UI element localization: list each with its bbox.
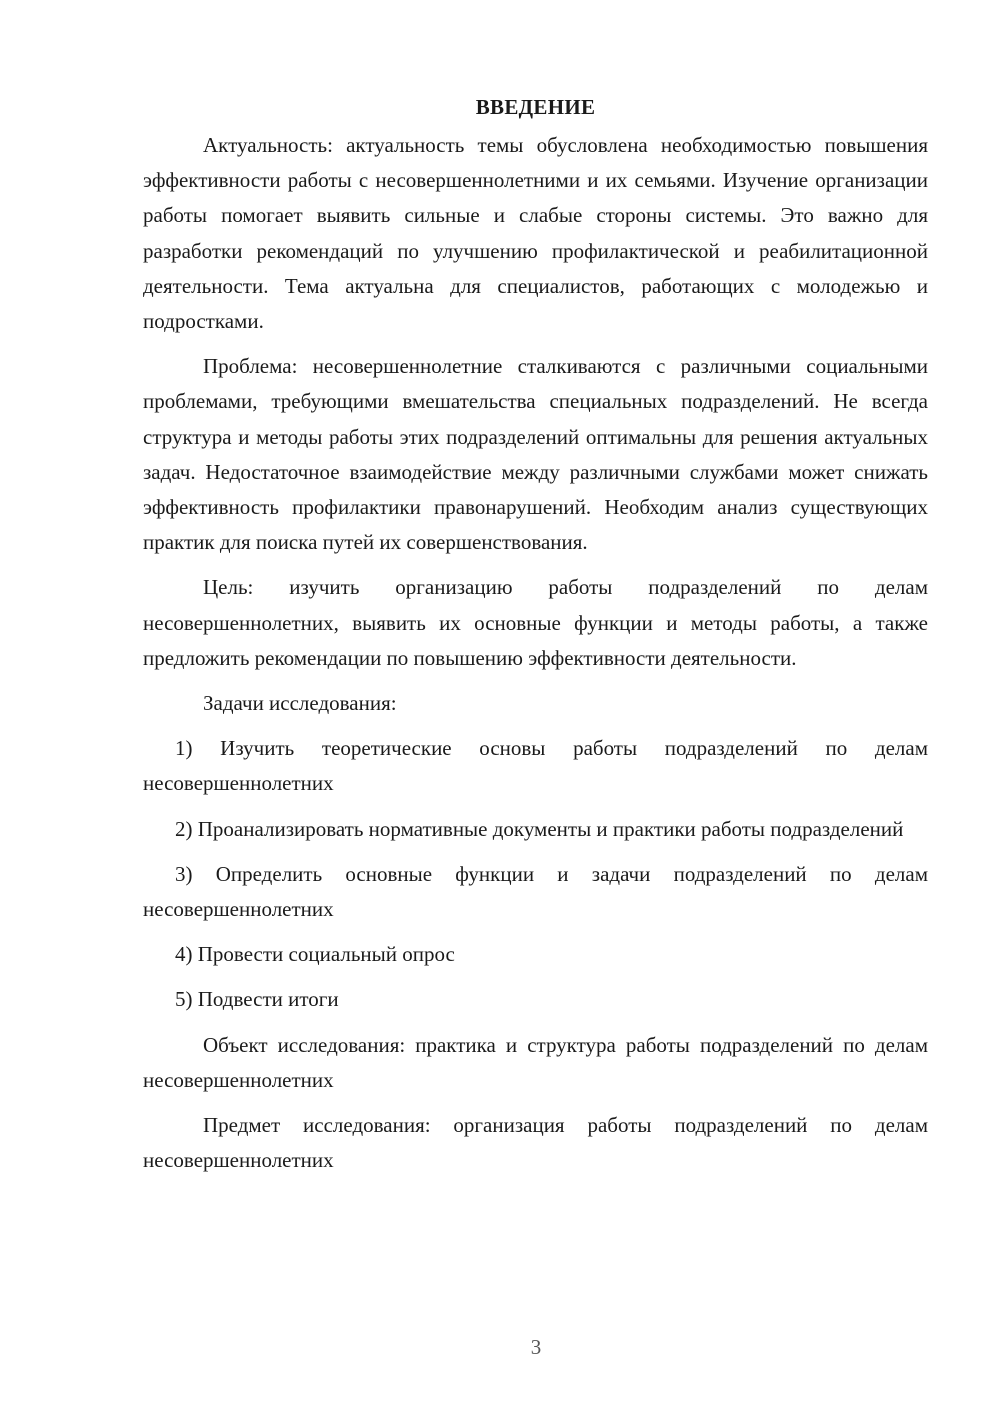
list-item: 2) Проанализировать нормативные документы и практики работы подразделений bbox=[175, 816, 904, 841]
list-item: 4) Провести социальный опрос bbox=[175, 942, 455, 967]
paragraph-problem: Проблема: несовершеннолетние сталкиваются с различными социальными проблемами, требующими вмешательства специальных подразделений. Не всегда структура и методы работы этих подразделений оптимальны для решения актуальных задач. Недостаточное взаимодействие между различными службами может снижать эффективность профилактики правонарушений. Необходим анализ существующих практик для поиска путей их совершенствования. bbox=[143, 354, 928, 555]
paragraph-goal: Цель: изучить организацию работы подразделений по делам несовершеннолетних, выявить их основные функции и методы работы, а также предложить рекомендации по повышению эффективности деятельности. bbox=[143, 575, 928, 670]
list-item: 5) Подвести итоги bbox=[175, 987, 339, 1012]
page-title: ВВЕДЕНИЕ bbox=[475, 95, 596, 119]
paragraph-relevance: Актуальность: актуальность темы обусловлена необходимостью повышения эффективности работы с несовершеннолетними и их семьями. Изучение организации работы помогает выявить сильные и слабые стороны системы. Это важно для разработки рекомендаций по улучшению профилактической и реабилитационной деятельности. Тема актуальна для специалистов, работающих с молодежью и подростками. bbox=[143, 133, 928, 334]
tasks-title: Задачи исследования: bbox=[203, 691, 397, 716]
document-page bbox=[143, 90, 928, 1188]
list-item: 1) Изучить теоретические основы работы подразделений по делам несовершеннолетних bbox=[143, 736, 928, 796]
paragraph-object: Объект исследования: практика и структура работы подразделений по делам несовершеннолетних bbox=[143, 1032, 928, 1092]
page-number: 3 bbox=[530, 1335, 542, 1359]
paragraph-subject: Предмет исследования: организация работы подразделений по делам несовершеннолетних bbox=[143, 1113, 928, 1173]
list-item: 3) Определить основные функции и задачи подразделений по делам несовершеннолетних bbox=[143, 861, 928, 922]
